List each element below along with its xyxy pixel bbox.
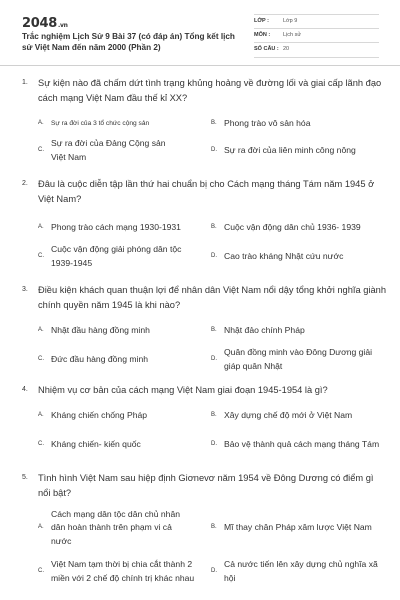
option-a[interactable] <box>38 318 211 344</box>
option-letter: B. <box>211 223 217 230</box>
option-b[interactable] <box>211 112 383 136</box>
question-2 <box>0 177 400 283</box>
option-d[interactable] <box>211 136 383 166</box>
question-number: 5. <box>22 474 28 481</box>
option-text: Bảo vệ thành quả cách mạng tháng Tám <box>224 439 380 450</box>
option-text: Xây dựng chế độ mới ở Việt Nam <box>224 410 353 421</box>
option-b[interactable] <box>211 215 383 240</box>
option-c[interactable] <box>38 550 211 594</box>
question-number: 4. <box>22 386 28 393</box>
meta-row-class <box>254 14 379 29</box>
option-text: Kháng chiến chống Pháp <box>51 410 148 421</box>
meta-label: SỐ CÂU : <box>254 46 279 52</box>
answer-options <box>38 318 383 376</box>
logo-text: 2048 <box>22 16 57 31</box>
option-d[interactable] <box>211 550 383 594</box>
meta-value: Lịch sử <box>283 31 302 38</box>
answer-options <box>38 215 383 273</box>
option-letter: B. <box>211 327 217 334</box>
meta-label: LỚP : <box>254 18 269 24</box>
question-text: Điều kiện khách quan thuận lợi để nhân dân Việt Nam nổi dậy tổng khởi nghĩa giành chính quyền năm 1945 là khi nào? <box>38 285 386 310</box>
option-b[interactable] <box>211 506 383 550</box>
option-letter: B. <box>211 524 217 531</box>
option-a[interactable] <box>38 404 211 428</box>
option-letter: C. <box>38 568 44 575</box>
answer-options <box>38 404 383 462</box>
option-letter: C. <box>38 441 44 448</box>
option-c[interactable] <box>38 428 211 462</box>
option-letter: B. <box>211 120 217 127</box>
question-text: Tình hình Việt Nam sau hiệp định Giơnevơ năm 1954 về Đông Dương có điểm gì nổi bật? <box>38 473 374 498</box>
option-d[interactable] <box>211 344 383 376</box>
question-3 <box>0 283 400 383</box>
option-text: Đức đầu hàng đồng minh <box>51 354 149 365</box>
option-d[interactable] <box>211 428 383 462</box>
meta-value: Lớp 9 <box>283 18 298 24</box>
question-4 <box>0 383 400 471</box>
option-text: Cả nước tiến lên xây dựng chủ nghĩa xã hội <box>224 559 378 583</box>
option-text: Kháng chiến- kiến quốc <box>51 439 141 450</box>
option-letter: B. <box>211 412 217 419</box>
option-letter: D. <box>211 441 217 448</box>
option-letter: A. <box>38 120 44 127</box>
option-a[interactable] <box>38 112 211 136</box>
answer-options <box>38 112 383 166</box>
option-d[interactable] <box>211 240 383 273</box>
option-letter: D. <box>211 356 217 363</box>
option-text: Sự ra đời của liên minh công nông <box>224 145 356 156</box>
meta-row-question-count <box>254 43 379 58</box>
option-text: Sự ra đời của 3 tổ chức cộng sản <box>51 120 150 128</box>
option-text: Nhật đầu hàng đồng minh <box>51 325 150 336</box>
option-text: Nhật đảo chính Pháp <box>224 325 305 336</box>
page-header <box>0 0 400 60</box>
meta-value: 20 <box>283 46 290 52</box>
option-letter: A. <box>38 524 44 531</box>
question-5 <box>0 471 400 600</box>
question-text: Nhiệm vụ cơ bản của cách mạng Việt Nam giai đoạn 1945-1954 là gì? <box>38 385 328 395</box>
option-text: Cuộc vận động dân chủ 1936- 1939 <box>224 221 361 232</box>
meta-table <box>254 14 379 58</box>
option-text: Phong trào vô sản hóa <box>224 118 311 129</box>
logo-suffix: .vn <box>57 22 68 29</box>
option-text: Sự ra đời của Đảng Cộng sản Việt Nam <box>51 138 166 162</box>
question-number: 3. <box>22 286 28 293</box>
page-title: Trắc nghiệm Lịch Sử 9 Bài 37 (có đáp án) Tổng kết lịch sử Việt Nam đến năm 2000 (Phần 2) <box>22 32 235 52</box>
option-text: Cuộc vận động giải phóng dân tộc 1939-1945 <box>51 243 182 268</box>
option-text: Phong trào cách mạng 1930-1931 <box>51 221 181 232</box>
option-letter: A. <box>38 327 44 334</box>
option-letter: C. <box>38 252 44 259</box>
question-text: Đâu là cuộc diễn tập lần thứ hai chuẩn bị cho Cách mạng tháng Tám năm 1945 ở Việt Nam? <box>38 179 375 204</box>
meta-label: MÔN : <box>254 31 271 38</box>
option-c[interactable] <box>38 136 211 166</box>
site-logo[interactable] <box>22 16 68 31</box>
header-divider <box>0 65 400 66</box>
option-text: Cao trào kháng Nhật cứu nước <box>224 250 344 261</box>
option-b[interactable] <box>211 404 383 428</box>
option-c[interactable] <box>38 240 211 273</box>
option-b[interactable] <box>211 318 383 344</box>
option-a[interactable] <box>38 506 211 550</box>
answer-options <box>38 506 383 594</box>
question-number: 1. <box>22 79 28 86</box>
question-text: Sự kiện nào đã chấm dứt tình trạng khủng hoảng về đường lối và giai cấp lãnh đạo cách mạng Việt Nam đầu thế kỉ XX? <box>38 78 382 103</box>
option-letter: A. <box>38 223 44 230</box>
option-letter: C. <box>38 147 44 154</box>
option-letter: D. <box>211 252 217 259</box>
option-text: Cách mạng dân tộc dân chủ nhân dân hoàn thành trên phạm vi cả nước <box>51 508 180 546</box>
option-c[interactable] <box>38 344 211 376</box>
option-letter: C. <box>38 356 44 363</box>
question-1 <box>0 76 400 177</box>
option-text: Mĩ thay chân Pháp xâm lược Việt Nam <box>224 522 372 533</box>
option-letter: D. <box>211 568 217 575</box>
question-list <box>0 76 400 600</box>
option-letter: A. <box>38 412 44 419</box>
meta-row-subject <box>254 29 379 44</box>
option-text: Việt Nam tạm thời bị chia cắt thành 2 miền với 2 chế độ chính trị khác nhau <box>51 559 195 583</box>
option-text: Quân đồng minh vào Đông Dương giải giáp quân Nhật <box>224 347 373 371</box>
option-letter: D. <box>211 147 217 154</box>
option-a[interactable] <box>38 215 211 240</box>
question-number: 2. <box>22 180 28 187</box>
